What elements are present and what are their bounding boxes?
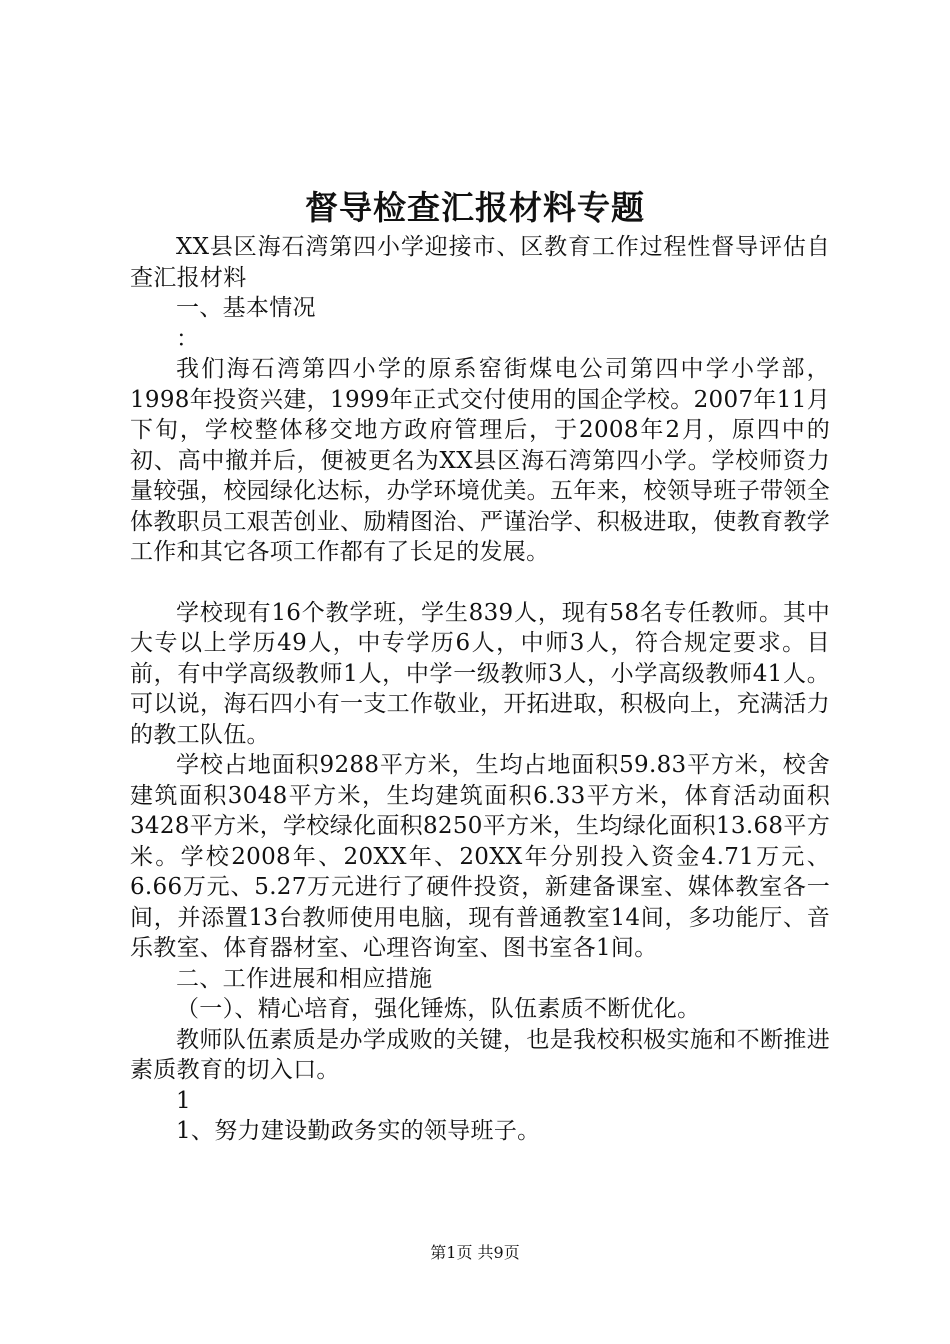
paragraph-facilities: 学校占地面积9288平方米，生均占地面积59.83平方米，校舍建筑面积3048平方米，生均建筑面积6.33平方米，体育活动面积3428平方米，学校绿化面积8250平方米，生均绿化面积13.68平方米。学校2008年、20XX年、20XX年分别投入资金4.71万元、6.66万元、5.27万元进行了硬件投资，新建备课室、媒体教室各一间，并添置13台教师使用电脑，现有普通教室14间，多功能厅、音乐教室、体育器材室、心理咨询室、图书室各1间。 xyxy=(130,752,830,961)
document-body xyxy=(130,232,830,1147)
section-heading-progress: 二、工作进展和相应措施 xyxy=(176,965,433,992)
paragraph-spacer xyxy=(130,568,830,598)
paragraph-staff: 学校现有16个教学班，学生839人，现有58名专任教师。其中大专以上学历49人，中专学历6人，中师3人，符合规定要求。目前，有中学高级教师1人，中学一级教师3人，小学高级教师41人。可以说，海石四小有一支工作敬业，开拓进取，积极向上，充满活力的教工队伍。 xyxy=(130,599,830,748)
paragraph-colon: ： xyxy=(176,325,200,352)
section-heading-basic: 一、基本情况 xyxy=(176,295,316,321)
page-footer: 第1页 共9页 xyxy=(430,1243,520,1262)
document-title: 督导检查汇报材料专题 xyxy=(305,188,645,227)
paragraph-subtitle: XX县区海石湾第四小学迎接市、区教育工作过程性督导评估自查汇报材料 xyxy=(130,234,830,291)
paragraph-school-history: 我们海石湾第四小学的原系窑街煤电公司第四中学小学部，1998年投资兴建，1999年正式交付使用的国企学校。2007年11月下旬，学校整体移交地方政府管理后，于2008年2月，原四中的初、高中撤并后，便被更名为XX县区海石湾第四小学。学校师资力量较强，校园绿化达标，办学环境优美。五年来，校领导班子带领全体教职员工艰苦创业、励精图治、严谨治学、积极进取，使教育教学工作和其它各项工作都有了长足的发展。 xyxy=(130,356,830,565)
paragraph-number-marker: 1 xyxy=(176,1087,191,1114)
paragraph-teacher-quality: 教师队伍素质是办学成败的关键，也是我校积极实施和不断推进素质教育的切入口。 xyxy=(130,1026,830,1083)
paragraph-item-one: 1、努力建设勤政务实的领导班子。 xyxy=(176,1118,541,1144)
subsection-heading-one: （一）、精心培育，强化锤炼，队伍素质不断优化。 xyxy=(176,996,701,1022)
